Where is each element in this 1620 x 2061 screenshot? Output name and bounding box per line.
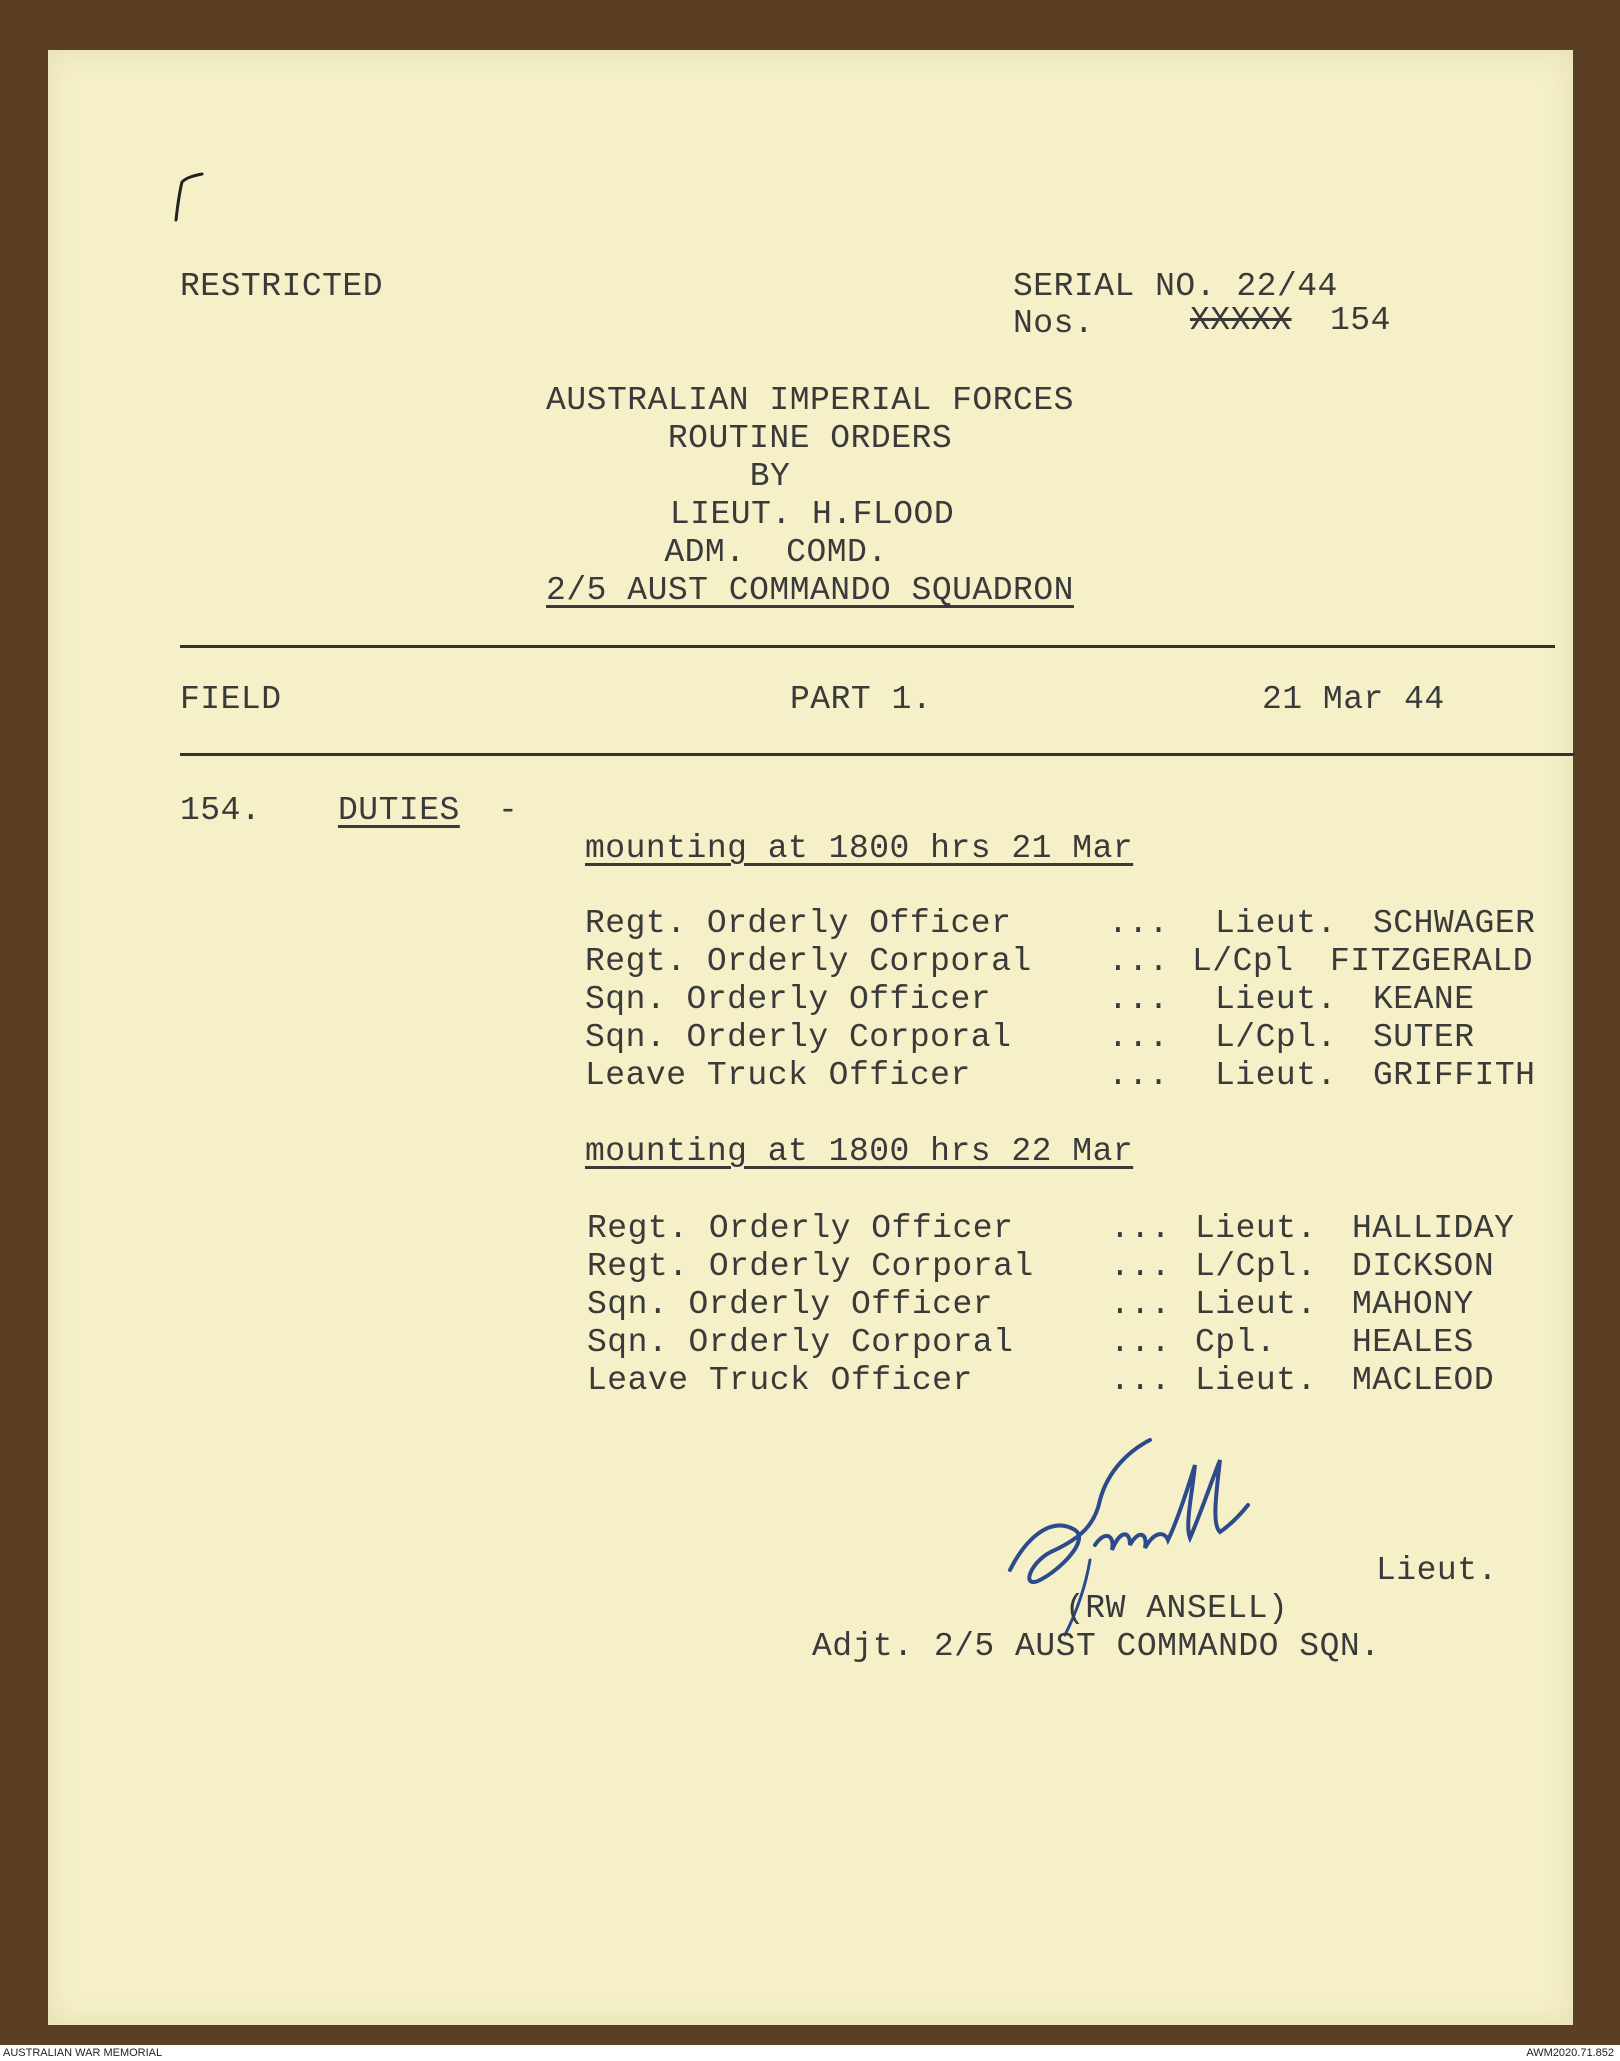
duty-name: GRIFFITH: [1373, 1057, 1536, 1094]
duty-dots: ...: [1110, 1248, 1171, 1285]
duty-role: Regt. Orderly Officer: [587, 1210, 1014, 1247]
duty-dots: ...: [1110, 1362, 1171, 1399]
duty-dots: ...: [1110, 1324, 1171, 1361]
duty-name: KEANE: [1373, 981, 1475, 1018]
signatory-rank: Lieut.: [1376, 1552, 1498, 1589]
title-line-3: BY: [749, 458, 791, 495]
duty-rank: L/Cpl.: [1195, 1248, 1317, 1285]
duty-rank: Lieut.: [1215, 981, 1337, 1018]
duty-rank: L/Cpl: [1192, 943, 1294, 980]
title-line-4: LIEUT. H.FLOOD: [669, 496, 955, 533]
footer-institution: AUSTRALIAN WAR MEMORIAL: [3, 2047, 163, 2059]
nos-struck-out: XXXXX: [1190, 302, 1292, 339]
duty-rank: Lieut.: [1195, 1362, 1317, 1399]
duty-dots: ...: [1108, 943, 1169, 980]
duty-group-heading: mounting at 1800 hrs 21 Mar: [585, 830, 1134, 867]
duty-name: DICKSON: [1352, 1248, 1495, 1285]
duty-role: Sqn. Orderly Officer: [585, 981, 992, 1018]
part-location: FIELD: [180, 681, 282, 718]
classification-label: RESTRICTED: [180, 268, 384, 305]
duty-rank: Lieut.: [1215, 1057, 1337, 1094]
duty-dots: ...: [1110, 1210, 1171, 1247]
duty-role: Sqn. Orderly Corporal: [587, 1324, 1014, 1361]
duty-dots: ...: [1110, 1286, 1171, 1323]
pencil-tick-mark: [172, 172, 206, 222]
duty-rank: Cpl.: [1195, 1324, 1277, 1361]
duty-rank: Lieut.: [1195, 1286, 1317, 1323]
signatory-position: Adjt. 2/5 AUST COMMANDO SQN.: [812, 1628, 1381, 1665]
duty-dots: ...: [1108, 1019, 1169, 1056]
duty-role: Sqn. Orderly Corporal: [585, 1019, 1012, 1056]
duty-dots: ...: [1108, 1057, 1169, 1094]
duty-name: FITZGERALD: [1330, 943, 1534, 980]
duty-dots: ...: [1108, 905, 1169, 942]
duty-role: Regt. Orderly Officer: [585, 905, 1012, 942]
signatory-name: (RW ANSELL): [1065, 1590, 1289, 1627]
divider-bottom: [180, 753, 1575, 756]
order-number: 154.: [180, 792, 262, 829]
title-line-6: 2/5 AUST COMMANDO SQUADRON: [546, 572, 1074, 609]
nos-label: Nos.: [1013, 305, 1095, 342]
order-heading-dash: -: [498, 792, 519, 829]
duty-rank: Lieut.: [1215, 905, 1337, 942]
duty-group-heading: mounting at 1800 hrs 22 Mar: [585, 1133, 1134, 1170]
duty-name: MACLEOD: [1352, 1362, 1495, 1399]
duty-role: Leave Truck Officer: [587, 1362, 973, 1399]
footer-accession-number: AWM2020.71.852: [1526, 2047, 1614, 2059]
title-line-1: AUSTRALIAN IMPERIAL FORCES: [546, 382, 1074, 419]
part-date: 21 Mar 44: [1262, 681, 1445, 718]
nos-value: 154: [1330, 302, 1391, 339]
title-line-2: ROUTINE ORDERS: [667, 420, 953, 457]
title-line-5: ADM. COMD.: [664, 534, 888, 571]
duty-name: HALLIDAY: [1352, 1210, 1515, 1247]
duty-name: SCHWAGER: [1373, 905, 1536, 942]
duty-name: SUTER: [1373, 1019, 1475, 1056]
duty-rank: L/Cpl.: [1215, 1019, 1337, 1056]
part-number: PART 1.: [790, 681, 933, 718]
duty-name: MAHONY: [1352, 1286, 1474, 1323]
duty-role: Sqn. Orderly Officer: [587, 1286, 994, 1323]
duty-role: Regt. Orderly Corporal: [587, 1248, 1034, 1285]
duty-name: HEALES: [1352, 1324, 1474, 1361]
duty-role: Regt. Orderly Corporal: [585, 943, 1032, 980]
duty-role: Leave Truck Officer: [585, 1057, 971, 1094]
divider-top: [180, 645, 1555, 648]
duty-rank: Lieut.: [1195, 1210, 1317, 1247]
serial-number: SERIAL NO. 22/44: [1013, 268, 1338, 305]
order-heading: DUTIES: [338, 792, 460, 829]
duty-dots: ...: [1108, 981, 1169, 1018]
